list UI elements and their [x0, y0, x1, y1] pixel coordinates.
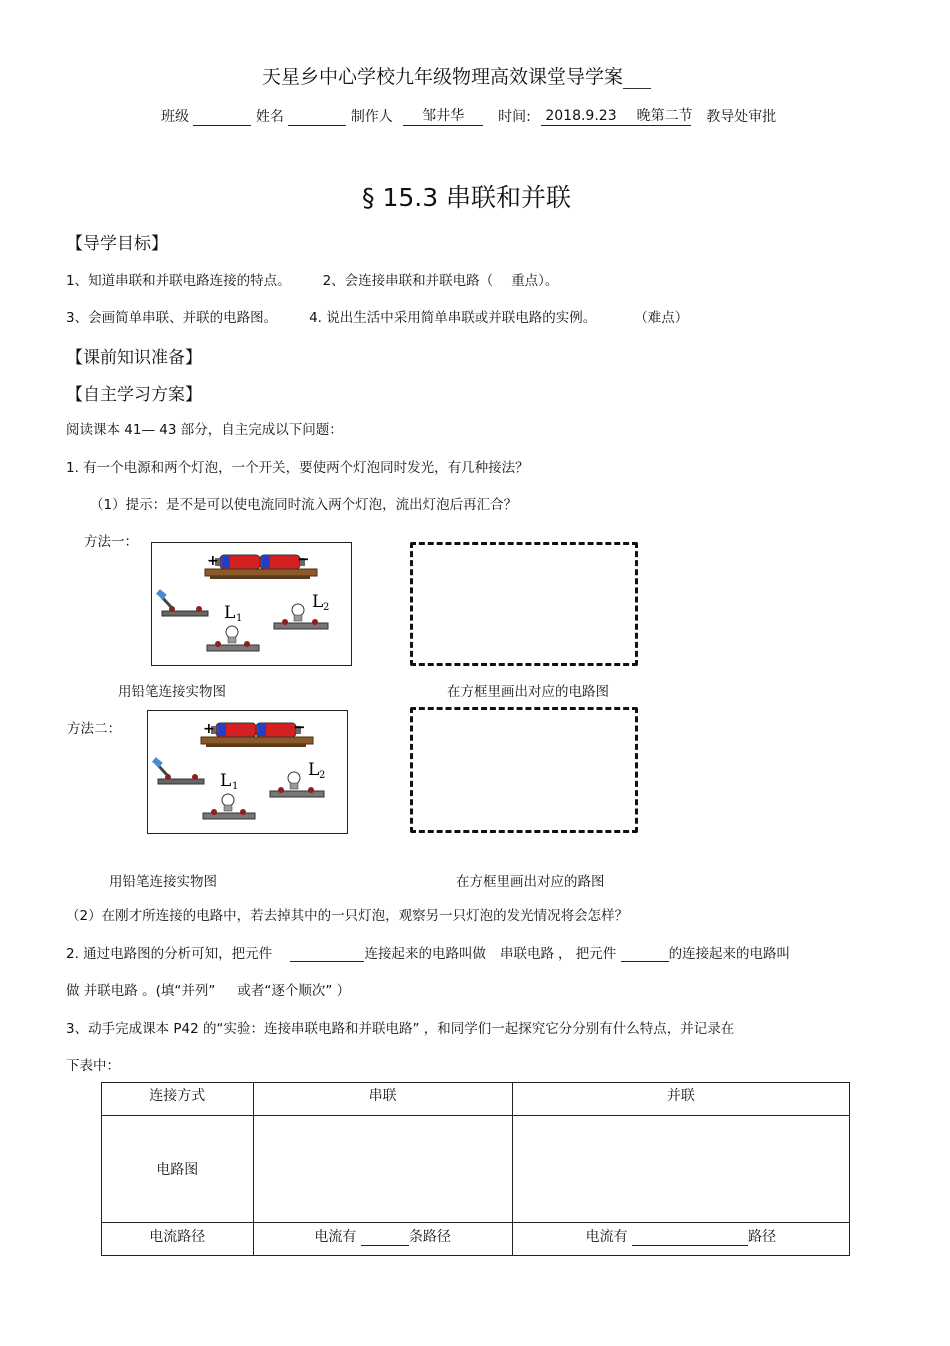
parallel-path-blank[interactable] [632, 1228, 748, 1246]
school-title: 天星乡中心学校九年级物理高效课堂导学案 [262, 62, 651, 89]
goal-4-key: （难点） [634, 310, 689, 326]
goals-heading: 【导学目标】 [66, 234, 168, 254]
caption-left-1: 用铅笔连接实物图 [118, 684, 226, 700]
lamp-2-label: L [308, 760, 320, 780]
class-blank [193, 108, 251, 126]
question-2-line-2 [66, 979, 350, 999]
goal-3: 3、会画简单串联、并联的电路图。 [66, 310, 278, 326]
header-info-row [161, 106, 776, 126]
q2-text-g: 或者“逐个顺次” ） [237, 983, 351, 999]
time-label: 时间: [498, 109, 531, 125]
series-diagram-cell[interactable] [253, 1116, 512, 1223]
q2-text-a: 2. 通过电路图的分析可知，把元件 [66, 946, 273, 962]
lamp-2-subscript: 2 [323, 602, 330, 613]
table-header-row [102, 1083, 850, 1116]
q2-text-d: ， 把元件 [557, 946, 617, 962]
question-1-part-2: （2）在刚才所连接的电路中，若去掉其中的一只灯泡，观察另一只灯泡的发光情况将会怎样？ [66, 908, 629, 924]
approval-label: 教导处审批 [706, 109, 777, 125]
goal-1: 1、知道串联和并联电路连接的特点。 [66, 273, 291, 289]
prep-heading: 【课前知识准备】 [66, 348, 202, 368]
q2-blank-1[interactable] [290, 944, 364, 962]
circuit-picture-1 [151, 542, 352, 666]
name-blank [288, 108, 346, 126]
battery-plus-label: + [203, 721, 215, 737]
series-path-cell: 电流有 条路径 [253, 1223, 512, 1256]
goal-2-key: 重点）。 [511, 273, 559, 289]
method-2-label: 方法二： [67, 721, 121, 737]
row-header-diagram: 电路图 [102, 1116, 254, 1223]
circuit-diagram-box-2[interactable] [410, 707, 638, 833]
battery-minus-label: − [297, 550, 310, 568]
method-1-label: 方法一： [84, 534, 138, 550]
col-header-parallel: 并联 [512, 1083, 849, 1116]
question-3-line-1: 3、动手完成课本 P42 的“实验：连接串联电路和并联电路” ，和同学们一起探究它分分别有什么特点，并记录在 [66, 1021, 735, 1037]
question-2-line-1 [66, 942, 790, 962]
period-value: 晚第二节 [636, 108, 693, 124]
goal-4: 4. 说出生活中采用简单串联或并联电路的实例。 [309, 310, 597, 326]
caption-left-2: 用铅笔连接实物图 [109, 874, 217, 890]
lamp-2-label: L [312, 592, 324, 612]
lesson-title: § 15.3 串联和并联 [362, 183, 572, 212]
date-period-value [541, 108, 691, 126]
goal-row-2 [66, 306, 688, 326]
author-label: 制作人 [350, 109, 393, 125]
lamp-2-subscript: 2 [319, 770, 326, 781]
table-row [102, 1223, 850, 1256]
caption-right-2: 在方框里画出对应的路图 [456, 874, 605, 890]
circuit-components-illustration [152, 543, 351, 665]
q2-text-e: 的连接起来的电路叫 [668, 946, 791, 962]
goal-row-1 [66, 269, 558, 289]
question-1: 1. 有一个电源和两个灯泡，一个开关，要使两个灯泡同时发光，有几种接法？ [66, 460, 529, 476]
goal-2: 2、会连接串联和并联电路（ [322, 273, 494, 289]
q2-text-b: 连接起来的电路叫做 [364, 946, 486, 962]
lamp-1-label: L [220, 771, 232, 791]
title-underline [623, 68, 651, 89]
row-header-path: 电流路径 [102, 1223, 254, 1256]
table-row [102, 1116, 850, 1223]
battery-plus-label: + [207, 553, 219, 569]
col-header-mode: 连接方式 [102, 1083, 254, 1116]
name-label: 姓名 [255, 109, 284, 125]
circuit-diagram-box-1[interactable] [410, 542, 638, 666]
parallel-diagram-cell[interactable] [512, 1116, 849, 1223]
battery-minus-label: − [293, 718, 306, 736]
q2-text-c: 串联电路 [499, 946, 554, 962]
question-1-hint: （1）提示：是不是可以使电流同时流入两个灯泡，流出灯泡后再汇合？ [90, 497, 518, 513]
lamp-1-subscript: 1 [236, 613, 243, 624]
self-study-heading: 【自主学习方案】 [66, 385, 202, 405]
lamp-1-label: L [224, 603, 236, 623]
q2-blank-2[interactable] [621, 944, 669, 962]
author-value: 邹井华 [403, 108, 483, 126]
question-3-line-2: 下表中： [66, 1058, 120, 1074]
caption-right-1: 在方框里画出对应的电路图 [447, 684, 609, 700]
series-path-blank[interactable] [361, 1228, 409, 1246]
lamp-1-subscript: 1 [232, 781, 239, 792]
col-header-series: 串联 [253, 1083, 512, 1116]
q2-text-f: 做 并联电路 。(填“并列” [66, 983, 216, 999]
class-label: 班级 [161, 109, 189, 125]
comparison-table [101, 1082, 850, 1256]
circuit-components-illustration-2 [148, 711, 347, 833]
reading-instruction: 阅读课本 41— 43 部分，自主完成以下问题： [66, 422, 343, 438]
circuit-picture-2 [147, 710, 348, 834]
parallel-path-cell: 电流有 路径 [512, 1223, 849, 1256]
date-value: 2018.9.23 [545, 108, 617, 124]
